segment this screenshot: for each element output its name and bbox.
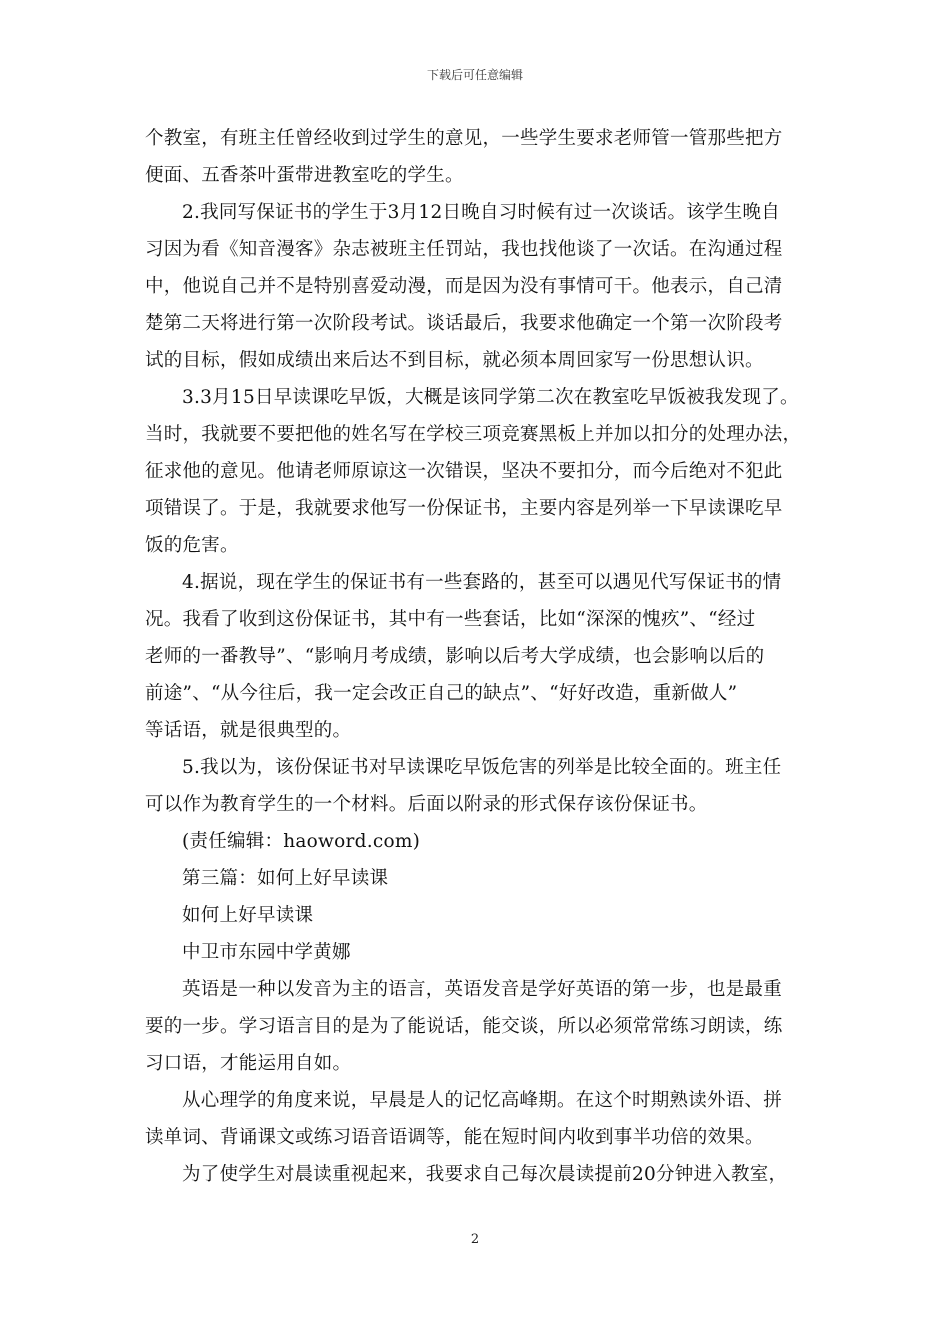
text-line: 况。我看了收到这份保证书，其中有一些套话，比如“深深的愧疚”、“经过 — [145, 609, 756, 630]
text-line: 中，他说自己并不是特别喜爱动漫，而是因为没有事情可干。他表示，自己清 — [145, 276, 783, 297]
text-line: 3.3月15日早读课吃早饭，大概是该同学第二次在教室吃早饭被我发现了。 — [182, 387, 799, 408]
text-line: 读单词、背诵课文或练习语音语调等，能在短时间内收到事半功倍的效果。 — [145, 1127, 764, 1148]
text-line: 楚第二天将进行第一次阶段考试。谈话最后，我要求他确定一个第一次阶段考 — [145, 313, 783, 334]
text-line: 英语是一种以发音为主的语言，英语发音是学好英语的第一步，也是最重 — [182, 979, 783, 1000]
text-line: 饭的危害。 — [145, 535, 239, 556]
text-line: 中卫市东园中学黄娜 — [182, 942, 351, 963]
text-line: 等话语，就是很典型的。 — [145, 720, 352, 741]
text-line: 可以作为教育学生的一个材料。后面以附录的形式保存该份保证书。 — [145, 794, 708, 815]
page-header: 下载后可任意编辑 — [426, 68, 523, 82]
text-line: 便面、五香茶叶蛋带进教室吃的学生。 — [145, 165, 464, 186]
text-line: 第三篇：如何上好早读课 — [182, 868, 389, 889]
text-line: 项错误了。于是，我就要求他写一份保证书，主要内容是列举一下早读课吃早 — [145, 498, 783, 519]
text-line: 习因为看《知音漫客》杂志被班主任罚站，我也找他谈了一次话。在沟通过程 — [145, 239, 783, 260]
text-line: 老师的一番教导”、“影响月考成绩，影响以后考大学成绩，也会影响以后的 — [145, 646, 765, 667]
page-number: 2 — [470, 1232, 480, 1247]
text-line: 当时，我就要不要把他的姓名写在学校三项竞赛黑板上并加以扣分的处理办法， — [145, 424, 802, 445]
text-line: 试的目标，假如成绩出来后达不到目标，就必须本周回家写一份思想认识。 — [145, 350, 764, 371]
text-line: 为了使学生对晨读重视起来，我要求自己每次晨读提前20分钟进入教室， — [182, 1164, 788, 1185]
document-body — [145, 120, 810, 1193]
text-line: 如何上好早读课 — [182, 905, 314, 926]
text-line: 从心理学的角度来说，早晨是人的记忆高峰期。在这个时期熟读外语、拼 — [182, 1090, 783, 1111]
text-line: 要的一步。学习语言目的是为了能说话，能交谈，所以必须常常练习朗读，练 — [145, 1016, 783, 1037]
text-line: 征求他的意见。他请老师原谅这一次错误，坚决不要扣分，而今后绝对不犯此 — [145, 461, 783, 482]
text-line: 前途”、“从今往后，我一定会改正自己的缺点”、“好好改造，重新做人” — [145, 683, 738, 704]
text-line: 2.我同写保证书的学生于3月12日晚自习时候有过一次谈话。该学生晚自 — [182, 202, 780, 223]
text-line: 4.据说，现在学生的保证书有一些套路的，甚至可以遇见代写保证书的情 — [182, 572, 782, 593]
text-line: (责任编辑：haoword.com) — [182, 831, 421, 852]
text-line: 5.我以为，该份保证书对早读课吃早饭危害的列举是比较全面的。班主任 — [182, 757, 782, 778]
text-line: 习口语，才能运用自如。 — [145, 1053, 352, 1074]
text-line: 个教室，有班主任曾经收到过学生的意见，一些学生要求老师管一管那些把方 — [145, 128, 783, 149]
